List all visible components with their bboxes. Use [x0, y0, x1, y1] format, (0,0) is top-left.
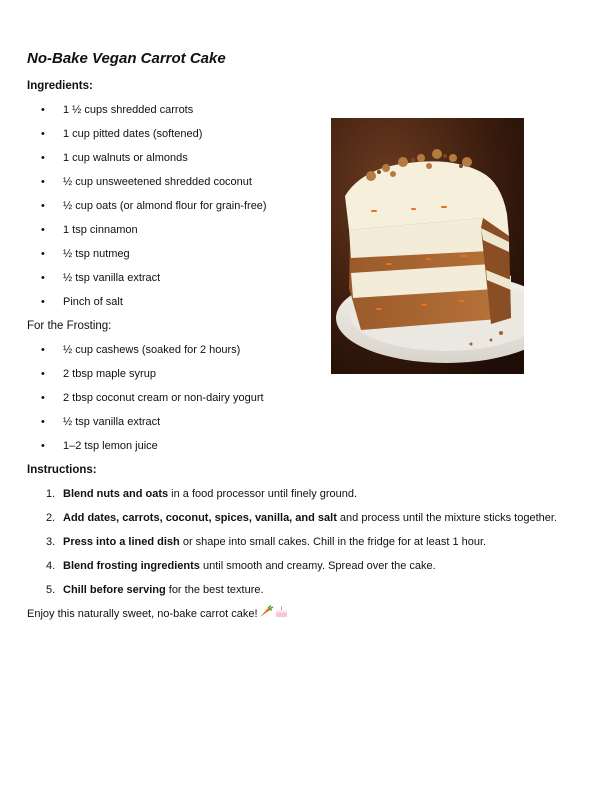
- closing-note: Enjoy this naturally sweet, no-bake carrot cake!: [27, 605, 288, 623]
- instructions-list: [46, 486, 557, 606]
- bullet-icon: •: [41, 272, 45, 284]
- list-item: • 1 ½ cups shredded carrots: [41, 104, 194, 116]
- list-item: • ½ tsp nutmeg: [41, 248, 130, 260]
- bullet-icon: •: [41, 152, 45, 164]
- frosting-heading: For the Frosting:: [27, 320, 112, 332]
- instructions-heading: Instructions:: [27, 464, 97, 476]
- list-item: • 2 tbsp maple syrup: [41, 368, 156, 380]
- list-item: • 1–2 tsp lemon juice: [41, 440, 158, 452]
- list-item: • 1 cup walnuts or almonds: [41, 152, 188, 164]
- list-item: • ½ tsp vanilla extract: [41, 416, 161, 428]
- bullet-icon: •: [41, 392, 45, 404]
- list-item: • ½ cup unsweetened shredded coconut: [41, 176, 252, 188]
- recipe-title: No-Bake Vegan Carrot Cake: [27, 50, 226, 67]
- bullet-icon: •: [41, 176, 45, 188]
- carrot-icon: [259, 605, 274, 623]
- list-item: • ½ cup cashews (soaked for 2 hours): [41, 344, 241, 356]
- list-item: 2. Add dates, carrots, coconut, spices, vanilla, and salt and process until the mixture sticks together.: [46, 512, 557, 524]
- list-item: • ½ cup oats (or almond flour for grain-free): [41, 200, 267, 212]
- list-item: • ½ tsp vanilla extract: [41, 272, 161, 284]
- bullet-icon: •: [41, 440, 45, 452]
- bullet-icon: •: [41, 296, 45, 308]
- frosting-list: [41, 342, 264, 462]
- ingredients-list: [41, 102, 267, 318]
- list-item: 3. Press into a lined dish or shape into small cakes. Chill in the fridge for at least 1 hour.: [46, 536, 487, 548]
- list-item: 5. Chill before serving for the best texture.: [46, 584, 264, 596]
- bullet-icon: •: [41, 224, 45, 236]
- cake-icon: [275, 605, 288, 623]
- bullet-icon: •: [41, 128, 45, 140]
- list-item: • 1 tsp cinnamon: [41, 224, 138, 236]
- bullet-icon: •: [41, 416, 45, 428]
- bullet-icon: •: [41, 368, 45, 380]
- ingredients-heading: Ingredients:: [27, 80, 93, 92]
- list-item: • 1 cup pitted dates (softened): [41, 128, 203, 140]
- bullet-icon: •: [41, 200, 45, 212]
- list-item: • Pinch of salt: [41, 296, 123, 308]
- bullet-icon: •: [41, 344, 45, 356]
- bullet-icon: •: [41, 104, 45, 116]
- list-item: • 2 tbsp coconut cream or non-dairy yogurt: [41, 392, 264, 404]
- list-item: 1. Blend nuts and oats in a food processor until finely ground.: [46, 488, 358, 500]
- list-item: 4. Blend frosting ingredients until smooth and creamy. Spread over the cake.: [46, 560, 436, 572]
- bullet-icon: •: [41, 248, 45, 260]
- carrot-cake-slice-photo: [331, 118, 524, 374]
